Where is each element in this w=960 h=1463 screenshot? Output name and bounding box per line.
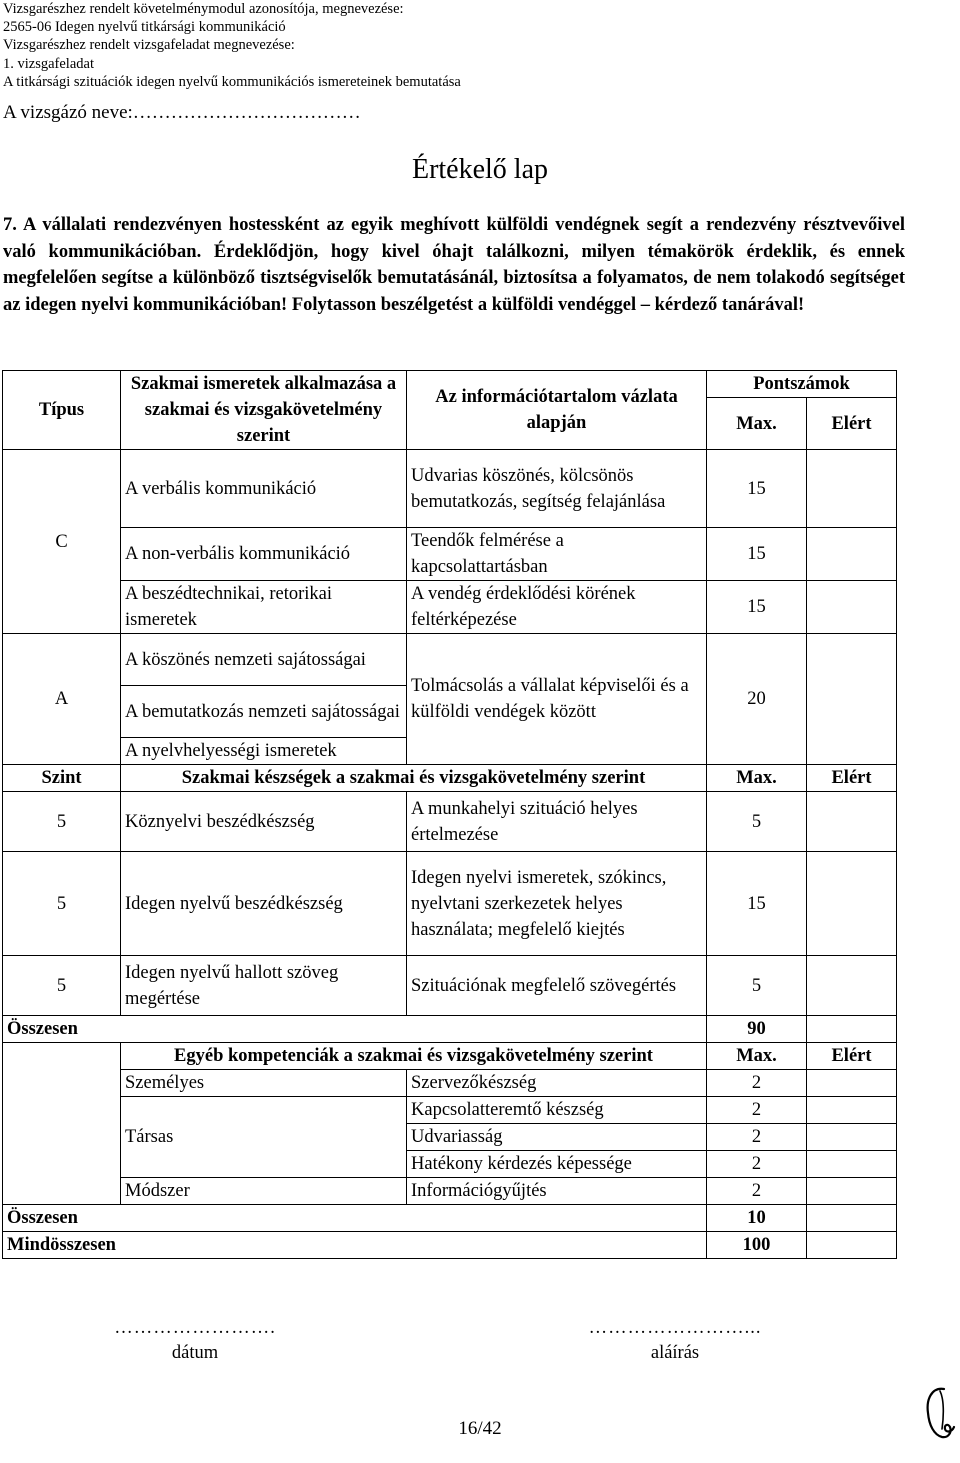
- header-line: A titkársági szituációk idegen nyelvű kommunikációs ismereteinek bemutatása: [3, 73, 461, 90]
- skill-outline: Idegen nyelvi ismeretek, szókincs, nyelvtani szerkezetek helyes használata; megfelelő kiejtés: [407, 852, 707, 956]
- col-max-header: Max.: [707, 398, 807, 450]
- skill-outline: A munkahelyi szituáció helyes értelmezése: [407, 792, 707, 852]
- knowledge-item: A bemutatkozás nemzeti sajátosságai: [121, 686, 407, 738]
- page-title: Értékelő lap: [411, 154, 549, 185]
- competence-name: Információgyűjtés: [407, 1178, 707, 1205]
- max-points: 2: [707, 1070, 807, 1097]
- header-line: 2565-06 Idegen nyelvű titkársági kommunikáció: [3, 19, 286, 36]
- date-label: dátum: [171, 1343, 219, 1363]
- achieved-points[interactable]: [807, 450, 897, 528]
- subtotal-label: Összesen: [3, 1205, 707, 1232]
- signature-block: [540, 1318, 810, 1364]
- max-points: 2: [707, 1097, 807, 1124]
- achieved-points[interactable]: [807, 1232, 897, 1259]
- competence-name: Udvariasság: [407, 1124, 707, 1151]
- competence-name: Szervezőkészség: [407, 1070, 707, 1097]
- skill-outline: Szituációnak megfelelő szövegértés: [407, 956, 707, 1016]
- achieved-points[interactable]: [807, 1097, 897, 1124]
- max-points: 15: [707, 852, 807, 956]
- outline-item: Tolmácsolás a vállalat képviselői és a külföldi vendégek között: [407, 634, 707, 765]
- max-points: 5: [707, 792, 807, 852]
- document-header: [3, 0, 953, 91]
- skills-level-header: Szint: [3, 765, 121, 792]
- header-line: 1. vizsgafeladat: [3, 55, 94, 72]
- date-line: …………………….: [114, 1318, 276, 1338]
- competence-group: Személyes: [121, 1070, 407, 1097]
- achieved-points[interactable]: [807, 1016, 897, 1043]
- knowledge-item: A nyelvhelyességi ismeretek: [121, 738, 407, 765]
- achieved-points[interactable]: [807, 581, 897, 634]
- outline-item: A vendég érdeklődési körének feltérképezése: [407, 581, 707, 634]
- competence-group: Módszer: [121, 1178, 407, 1205]
- max-points: 5: [707, 956, 807, 1016]
- signature-label: aláírás: [650, 1343, 700, 1363]
- max-points: 15: [707, 581, 807, 634]
- skills-title: Szakmai készségek a szakmai és vizsgakövetelmény szerint: [121, 765, 707, 792]
- knowledge-item: A verbális kommunikáció: [121, 450, 407, 528]
- task-text: 7. A vállalati rendezvényen hostessként az egyik meghívott külföldi vendégnek segít a rendezvény résztvevőivel való kommunikációban. Érdeklődjön, hogy kivel óhajt találkozni, milyen témakörök érdeklik, és ennek megfelelően segítse a különböző tisztségviselők bemutatásánál, biztosítsa a folyamatos, de nem tolakodó segítséget az idegen nyelvi kommunikációban! Folytasson beszélgetést a külföldi vendéggel – kérdező tanárával!: [3, 215, 905, 315]
- achieved-points[interactable]: [807, 852, 897, 956]
- achieved-points[interactable]: [807, 956, 897, 1016]
- max-points: 2: [707, 1124, 807, 1151]
- knowledge-item: A beszédtechnikai, retorikai ismeretek: [121, 581, 407, 634]
- skill-level: 5: [3, 852, 121, 956]
- max-points: 15: [707, 528, 807, 581]
- grand-total-label: Mindösszesen: [3, 1232, 707, 1259]
- achieved-points[interactable]: [807, 1151, 897, 1178]
- achieved-points[interactable]: [807, 792, 897, 852]
- date-signature-block: [80, 1318, 310, 1364]
- skill-name: Idegen nyelvű hallott szöveg megértése: [121, 956, 407, 1016]
- competences-title: Egyéb kompetenciák a szakmai és vizsgakövetelmény szerint: [121, 1043, 707, 1070]
- skill-name: Idegen nyelvű beszédkészség: [121, 852, 407, 956]
- max-points: 15: [707, 450, 807, 528]
- skill-level: 5: [3, 792, 121, 852]
- candidate-name-field: A vizsgázó neve:………………………………: [3, 102, 361, 123]
- knowledge-item: A köszönés nemzeti sajátosságai: [121, 634, 407, 686]
- achieved-points[interactable]: [807, 1070, 897, 1097]
- competence-name: Hatékony kérdezés képessége: [407, 1151, 707, 1178]
- col-type-header: Típus: [3, 371, 121, 450]
- type-cell: C: [3, 450, 121, 634]
- col-max-header: Max.: [707, 1043, 807, 1070]
- skill-name: Köznyelvi beszédkészség: [121, 792, 407, 852]
- col-achieved-header: Elért: [807, 1043, 897, 1070]
- achieved-points[interactable]: [807, 1205, 897, 1232]
- max-points: 2: [707, 1178, 807, 1205]
- col-max-header: Max.: [707, 765, 807, 792]
- subtotal-value: 90: [707, 1016, 807, 1043]
- achieved-points[interactable]: [807, 528, 897, 581]
- col-points-header: Pontszámok: [707, 371, 897, 398]
- subtotal-label: Összesen: [3, 1016, 707, 1043]
- subtotal-value: 10: [707, 1205, 807, 1232]
- outline-item: Teendők felmérése a kapcsolattartásban: [407, 528, 707, 581]
- knowledge-item: A non-verbális kommunikáció: [121, 528, 407, 581]
- task-description: [3, 212, 905, 318]
- max-points: 20: [707, 634, 807, 765]
- outline-item: Udvarias köszönés, kölcsönös bemutatkozás, segítség felajánlása: [407, 450, 707, 528]
- evaluation-table: [2, 370, 897, 1259]
- skill-level: 5: [3, 956, 121, 1016]
- max-points: 2: [707, 1151, 807, 1178]
- signature-line: ……………………...: [588, 1318, 762, 1338]
- type-cell: A: [3, 634, 121, 765]
- header-line: Vizsgarészhez rendelt vizsgafeladat megnevezése:: [3, 37, 295, 54]
- competence-name: Kapcsolatteremtő készség: [407, 1097, 707, 1124]
- competence-group: Társas: [121, 1097, 407, 1178]
- col-outline-header: Az információtartalom vázlata alapján: [407, 371, 707, 450]
- col-achieved-header: Elért: [807, 765, 897, 792]
- header-line: Vizsgarészhez rendelt követelménymodul azonosítója, megnevezése:: [3, 1, 404, 17]
- page-number: 16/42: [458, 1418, 502, 1439]
- achieved-points[interactable]: [807, 634, 897, 765]
- achieved-points[interactable]: [807, 1124, 897, 1151]
- achieved-points[interactable]: [807, 1178, 897, 1205]
- col-knowledge-header: Szakmai ismeretek alkalmazása a szakmai és vizsgakövetelmény szerint: [121, 371, 407, 450]
- grand-total-value: 100: [707, 1232, 807, 1259]
- col-achieved-header: Elért: [807, 398, 897, 450]
